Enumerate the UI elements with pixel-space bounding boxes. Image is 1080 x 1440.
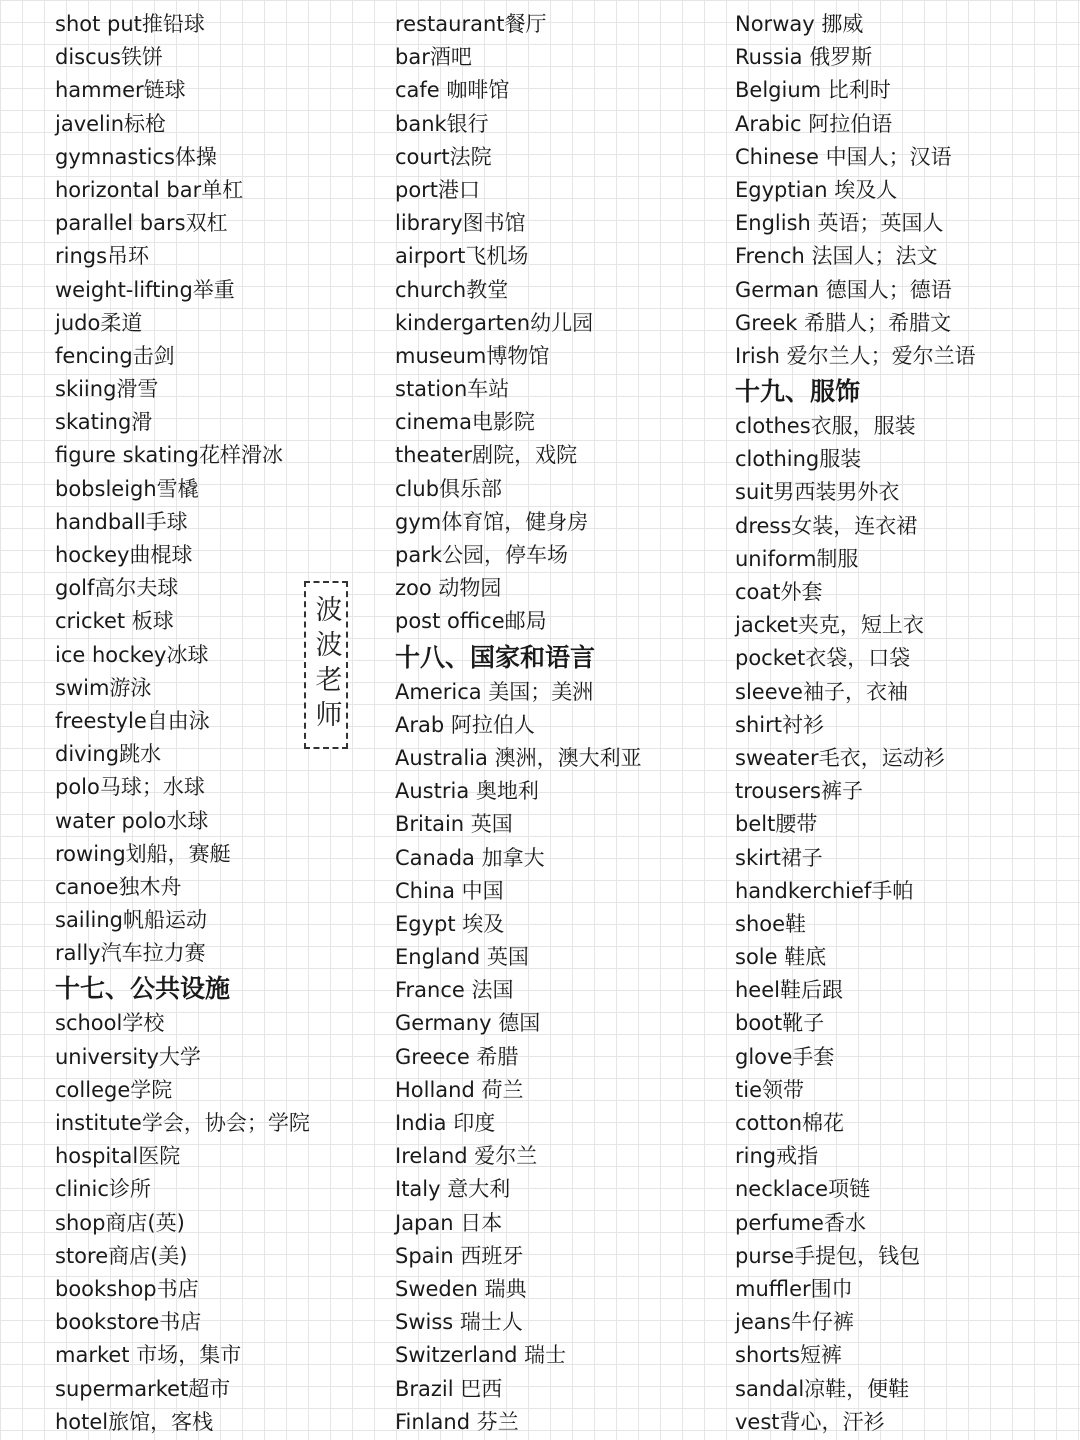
vocab-entry: cotton棉花 xyxy=(735,1111,845,1135)
vocab-entry: church教堂 xyxy=(395,277,509,302)
vocab-entry: German 德国人；德语 xyxy=(735,277,952,302)
vocab-column-3 xyxy=(735,8,976,1439)
vocab-entry: institute学会，协会；学院 xyxy=(55,1111,310,1135)
vocab-entry: ice hockey冰球 xyxy=(55,642,209,667)
vocab-entry: necklace项链 xyxy=(735,1177,871,1202)
vocab-entry: skating滑 xyxy=(55,410,153,435)
vocab-entry: coat外套 xyxy=(735,580,823,604)
vocab-entry: Germany 德国 xyxy=(395,1011,541,1036)
vocab-entry: French 法国人；法文 xyxy=(735,244,938,269)
vocab-entry: polo马球；水球 xyxy=(55,775,205,800)
vocab-entry: zoo 动物园 xyxy=(395,576,502,601)
vocab-entry: glove手套 xyxy=(735,1044,835,1069)
vocab-column-2 xyxy=(395,8,642,1439)
vocab-entry: horizontal bar单杠 xyxy=(55,177,244,202)
vocab-entry: javelin标枪 xyxy=(55,111,167,136)
vocab-entry: restaurant餐厅 xyxy=(395,12,547,36)
vocab-entry: Italy 意大利 xyxy=(395,1177,511,1202)
vocab-entry: Austria 奥地利 xyxy=(395,779,539,804)
vocab-entry: discus铁饼 xyxy=(55,45,163,70)
vocab-entry: hotel旅馆，客栈 xyxy=(55,1409,214,1434)
vocab-entry: suit男西装男外衣 xyxy=(735,480,900,505)
vocab-entry: dress女装，连衣裙 xyxy=(735,513,918,538)
vocab-entry: hockey曲棍球 xyxy=(55,543,193,567)
vocab-entry: vest背心，汗衫 xyxy=(735,1409,885,1434)
vocab-entry: handball手球 xyxy=(55,509,188,534)
vocab-entry: library图书馆 xyxy=(395,211,526,236)
vocab-entry: ring戒指 xyxy=(735,1144,819,1169)
vocab-entry: Swiss 瑞士人 xyxy=(395,1310,523,1335)
vocab-entry: post office邮局 xyxy=(395,609,547,634)
vocab-entry: skiing滑雪 xyxy=(55,377,159,402)
vocab-entry: rally汽车拉力赛 xyxy=(55,941,206,966)
vocab-entry: shirt衬衫 xyxy=(735,712,824,737)
vocab-column-1 xyxy=(55,8,310,1439)
vocab-entry: Irish 爱尔兰人；爱尔兰语 xyxy=(735,343,976,368)
vocab-entry: shop商店(英) xyxy=(55,1210,185,1235)
vocab-entry: club俱乐部 xyxy=(395,476,503,501)
vocab-entry: bookshop书店 xyxy=(55,1276,199,1301)
vocab-entry: hammer链球 xyxy=(55,78,186,103)
vocab-entry: court法院 xyxy=(395,144,492,169)
vocab-entry: muffler围巾 xyxy=(735,1276,853,1301)
vocab-entry: shot put推铅球 xyxy=(55,12,205,36)
vocab-entry: store商店(美) xyxy=(55,1243,188,1268)
vocab-entry: shoe鞋 xyxy=(735,911,807,936)
vocab-entry: Spain 西班牙 xyxy=(395,1243,524,1268)
vocab-entry: bookstore书店 xyxy=(55,1310,202,1335)
vocab-entry: clothes衣服，服装 xyxy=(735,414,916,439)
vocab-entry: heel鞋后跟 xyxy=(735,978,843,1003)
vocab-entry: swim游泳 xyxy=(55,675,152,700)
vocab-entry: Sweden 瑞典 xyxy=(395,1276,527,1301)
vocab-entry: cinema电影院 xyxy=(395,410,535,435)
vocab-entry: England 英国 xyxy=(395,945,529,970)
vocab-entry: boot靴子 xyxy=(735,1011,825,1036)
vocab-entry: judo柔道 xyxy=(55,310,143,335)
vocab-entry: kindergarten幼儿园 xyxy=(395,310,594,335)
vocab-entry: bar酒吧 xyxy=(395,45,472,70)
vocab-entry: Holland 荷兰 xyxy=(395,1077,524,1102)
vocab-entry: clothing服装 xyxy=(735,447,862,472)
vocab-entry: fencing击剑 xyxy=(55,343,175,368)
vocab-entry: theater剧院，戏院 xyxy=(395,443,578,468)
vocab-entry: Greek 希腊人；希腊文 xyxy=(735,310,952,335)
vocab-entry: bobsleigh雪橇 xyxy=(55,476,199,501)
vocab-entry: sleeve袖子，衣袖 xyxy=(735,679,908,704)
vocab-entry: Arab 阿拉伯人 xyxy=(395,712,535,737)
vocab-entry: Canada 加拿大 xyxy=(395,845,545,870)
vocab-entry: university大学 xyxy=(55,1044,201,1069)
vocab-entry: station车站 xyxy=(395,377,510,402)
vocab-entry: skirt裙子 xyxy=(735,845,823,870)
vocab-entry: port港口 xyxy=(395,177,481,202)
vocab-entry: airport飞机场 xyxy=(395,244,529,269)
vocab-entry: perfume香水 xyxy=(735,1210,866,1235)
vocab-entry: purse手提包，钱包 xyxy=(735,1243,921,1268)
vocab-entry: weight-lifting举重 xyxy=(55,277,235,302)
vocab-entry: China 中国 xyxy=(395,878,504,903)
vocab-entry: museum博物馆 xyxy=(395,343,550,368)
vocab-entry: jeans牛仔裤 xyxy=(735,1310,854,1335)
vocab-entry: rowing划船，赛艇 xyxy=(55,841,231,866)
vocab-entry: water polo水球 xyxy=(55,808,209,833)
vocab-entry: sandal凉鞋，便鞋 xyxy=(735,1376,910,1401)
vocab-entry: France 法国 xyxy=(395,978,514,1003)
vocab-entry: uniform制服 xyxy=(735,546,859,571)
section-heading: 十八、国家和语言 xyxy=(395,642,596,672)
vocab-entry: handkerchief手帕 xyxy=(735,878,914,903)
vocab-entry: Japan 日本 xyxy=(395,1210,503,1235)
vocab-entry: Russia 俄罗斯 xyxy=(735,45,873,70)
vocab-entry: shorts短裤 xyxy=(735,1343,842,1368)
vocab-entry: Chinese 中国人；汉语 xyxy=(735,144,952,169)
vocab-entry: Belgium 比利时 xyxy=(735,78,891,103)
vocab-entry: India 印度 xyxy=(395,1111,496,1135)
vocab-entry: English 英语；英国人 xyxy=(735,211,944,236)
vocab-entry: gymnastics体操 xyxy=(55,144,217,169)
vocab-entry: golf高尔夫球 xyxy=(55,576,179,601)
vocab-entry: supermarket超市 xyxy=(55,1376,231,1401)
vocab-entry: Arabic 阿拉伯语 xyxy=(735,111,893,136)
section-heading: 十七、公共设施 xyxy=(55,974,231,1004)
vocab-entry: tie领带 xyxy=(735,1077,804,1102)
vocab-entry: gym体育馆，健身房 xyxy=(395,509,589,534)
vocab-entry: belt腰带 xyxy=(735,812,818,837)
vocab-entry: sweater毛衣，运动衫 xyxy=(735,745,945,770)
section-heading: 十九、服饰 xyxy=(735,377,861,407)
vocab-entry: college学院 xyxy=(55,1077,173,1102)
vocab-entry: Switzerland 瑞士 xyxy=(395,1343,567,1368)
vocab-entry: sole 鞋底 xyxy=(735,945,827,970)
vocab-entry: bank银行 xyxy=(395,111,489,136)
vocab-entry: Britain 英国 xyxy=(395,812,513,837)
vocab-entry: Australia 澳洲，澳大利亚 xyxy=(395,745,642,770)
vocab-entry: market 市场，集市 xyxy=(55,1343,242,1368)
vocab-entry: Brazil 巴西 xyxy=(395,1376,503,1401)
vocab-entry: sailing帆船运动 xyxy=(55,908,207,933)
vocab-entry: freestyle自由泳 xyxy=(55,708,210,733)
vocab-entry: pocket衣袋，口袋 xyxy=(735,646,911,671)
vocab-entry: Egypt 埃及 xyxy=(395,911,505,936)
vocab-entry: Finland 芬兰 xyxy=(395,1409,519,1434)
vocab-entry: hospital医院 xyxy=(55,1144,181,1169)
vocab-entry: diving跳水 xyxy=(55,742,162,767)
vocab-entry: America 美国；美洲 xyxy=(395,679,594,704)
vocab-entry: Norway 挪威 xyxy=(735,12,864,36)
vocab-entry: trousers裤子 xyxy=(735,779,863,804)
vocab-entry: parallel bars双杠 xyxy=(55,211,228,236)
vocab-entry: figure skating花样滑冰 xyxy=(55,443,283,468)
vocab-entry: Greece 希腊 xyxy=(395,1044,519,1069)
vocab-entry: clinic诊所 xyxy=(55,1177,151,1202)
vocab-entry: canoe独木舟 xyxy=(55,874,182,899)
vocab-entry: Egyptian 埃及人 xyxy=(735,177,898,202)
vocab-entry: school学校 xyxy=(55,1011,165,1036)
vocab-entry: jacket夹克，短上衣 xyxy=(735,613,924,638)
vocab-entry: cafe 咖啡馆 xyxy=(395,78,510,103)
author-stamp xyxy=(304,581,348,749)
vocab-entry: Ireland 爱尔兰 xyxy=(395,1144,538,1169)
vocab-entry: cricket 板球 xyxy=(55,609,174,634)
vocab-entry: park公园，停车场 xyxy=(395,543,568,567)
author-stamp-text: 波波老师 xyxy=(310,595,342,735)
vocab-entry: rings吊环 xyxy=(55,244,150,269)
